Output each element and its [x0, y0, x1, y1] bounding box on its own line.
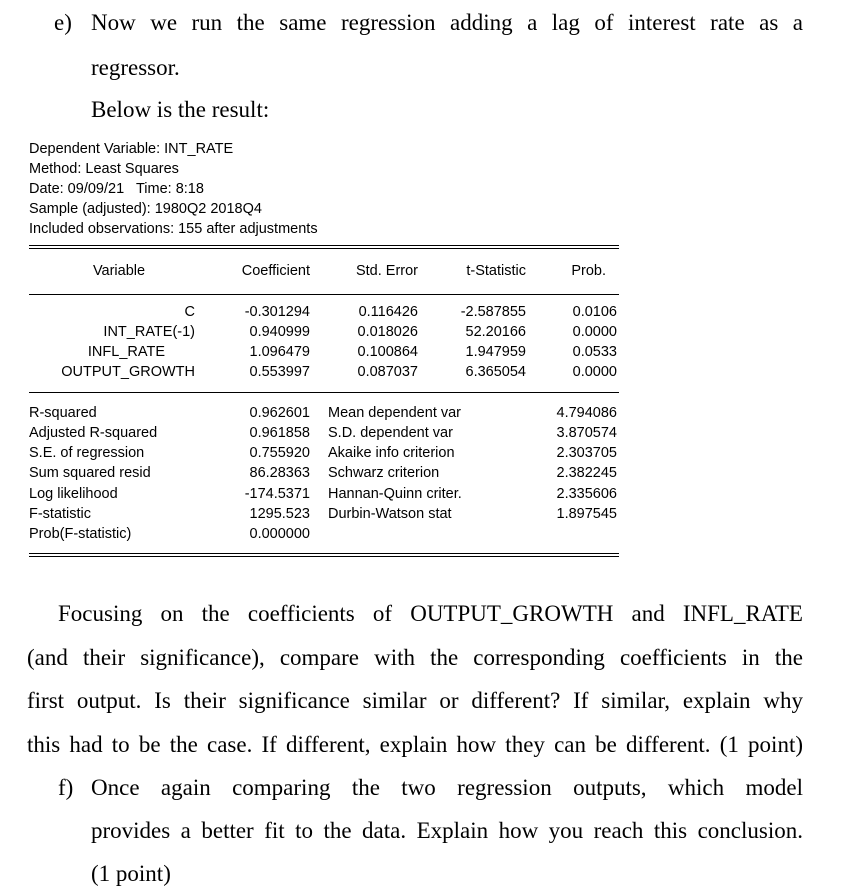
stat-label: S.D. dependent var	[328, 425, 453, 441]
header-std-error: Std. Error	[355, 263, 418, 279]
row-variable: INT_RATE(-1)	[103, 324, 195, 340]
question-e-line2: regressor.	[91, 55, 180, 80]
row-t-statistic: 1.947959	[465, 344, 526, 360]
stat-value: 0.962601	[249, 405, 310, 421]
question-text-line2: (and their significance), compare with the corresponding coefficients in the	[27, 645, 803, 670]
question-f-label: f)	[58, 775, 74, 800]
stat-label: F-statistic	[29, 506, 92, 522]
table-bottom-rule-2	[29, 556, 619, 557]
stat-value: 2.303705	[556, 445, 617, 461]
stat-label: Log likelihood	[29, 486, 118, 502]
question-f-line3: (1 point)	[91, 861, 171, 886]
row-coefficient: 1.096479	[249, 344, 310, 360]
question-text-line1: Focusing on the coefficients of OUTPUT_GROWTH and INFL_RATE	[58, 601, 803, 626]
row-prob: 0.0533	[572, 344, 617, 360]
question-e-line3: Below is the result:	[91, 97, 270, 122]
row-t-statistic: 52.20166	[465, 324, 526, 340]
table-mid-rule	[29, 392, 619, 393]
stat-value: 2.382245	[556, 465, 617, 481]
stat-label: Hannan-Quinn criter.	[328, 486, 462, 502]
question-e-line1: Now we run the same regression adding a lag of interest rate as a	[91, 10, 803, 35]
stat-value: 0.000000	[249, 526, 310, 542]
row-variable: C	[184, 304, 195, 320]
stat-value: 1.897545	[556, 506, 617, 522]
table-top-rule-2	[29, 248, 619, 249]
question-f-line1: Once again comparing the two regression outputs, which model	[91, 775, 803, 800]
header-variable: Variable	[92, 263, 146, 279]
row-std-error: 0.087037	[357, 364, 418, 380]
stat-value: 4.794086	[556, 405, 617, 421]
stat-label: Prob(F-statistic)	[29, 526, 132, 542]
row-prob: 0.0000	[572, 364, 617, 380]
row-t-statistic: 6.365054	[465, 364, 526, 380]
question-text-line3: first output. Is their significance similar or different? If similar, explain why	[27, 688, 803, 713]
stat-label: S.E. of regression	[29, 445, 145, 461]
question-e-label: e)	[54, 10, 72, 35]
sample: Sample (adjusted): 1980Q2 2018Q4	[29, 201, 262, 217]
row-coefficient: -0.301294	[244, 304, 310, 320]
row-std-error: 0.100864	[357, 344, 418, 360]
question-f-line2: provides a better fit to the data. Explain how you reach this conclusion.	[91, 818, 803, 843]
row-coefficient: 0.553997	[249, 364, 310, 380]
stat-value: 0.961858	[249, 425, 310, 441]
stat-value: 0.755920	[249, 445, 310, 461]
dependent-variable: Dependent Variable: INT_RATE	[29, 141, 234, 157]
row-prob: 0.0000	[572, 324, 617, 340]
row-prob: 0.0106	[572, 304, 617, 320]
row-std-error: 0.018026	[357, 324, 418, 340]
included-observations: Included observations: 155 after adjustments	[29, 221, 318, 237]
stat-value: 3.870574	[556, 425, 617, 441]
stat-label: Schwarz criterion	[328, 465, 440, 481]
date-time: Date: 09/09/21 Time: 8:18	[29, 181, 204, 197]
stat-value: 86.28363	[249, 465, 310, 481]
row-std-error: 0.116426	[358, 304, 418, 320]
stat-value: -174.5371	[244, 486, 310, 502]
header-coefficient: Coefficient	[241, 263, 310, 279]
table-top-rule-1	[29, 245, 619, 246]
stat-label: R-squared	[29, 405, 97, 421]
question-text-line4: this had to be the case. If different, explain how they can be different. (1 point)	[27, 732, 803, 757]
table-bottom-rule-1	[29, 553, 619, 554]
stat-label: Akaike info criterion	[328, 445, 455, 461]
row-variable: OUTPUT_GROWTH	[61, 364, 195, 380]
stat-label: Durbin-Watson stat	[328, 506, 452, 522]
stat-label: Mean dependent var	[328, 405, 462, 421]
table-header-rule	[29, 294, 619, 295]
stat-label: Adjusted R-squared	[29, 425, 158, 441]
header-prob: Prob.	[571, 263, 606, 279]
row-variable: INFL_RATE	[87, 344, 165, 360]
row-t-statistic: -2.587855	[460, 304, 526, 320]
stat-label: Sum squared resid	[29, 465, 151, 481]
stat-value: 1295.523	[249, 506, 310, 522]
method: Method: Least Squares	[29, 161, 179, 177]
row-coefficient: 0.940999	[249, 324, 310, 340]
stat-value: 2.335606	[556, 486, 617, 502]
header-t-statistic: t-Statistic	[466, 263, 526, 279]
